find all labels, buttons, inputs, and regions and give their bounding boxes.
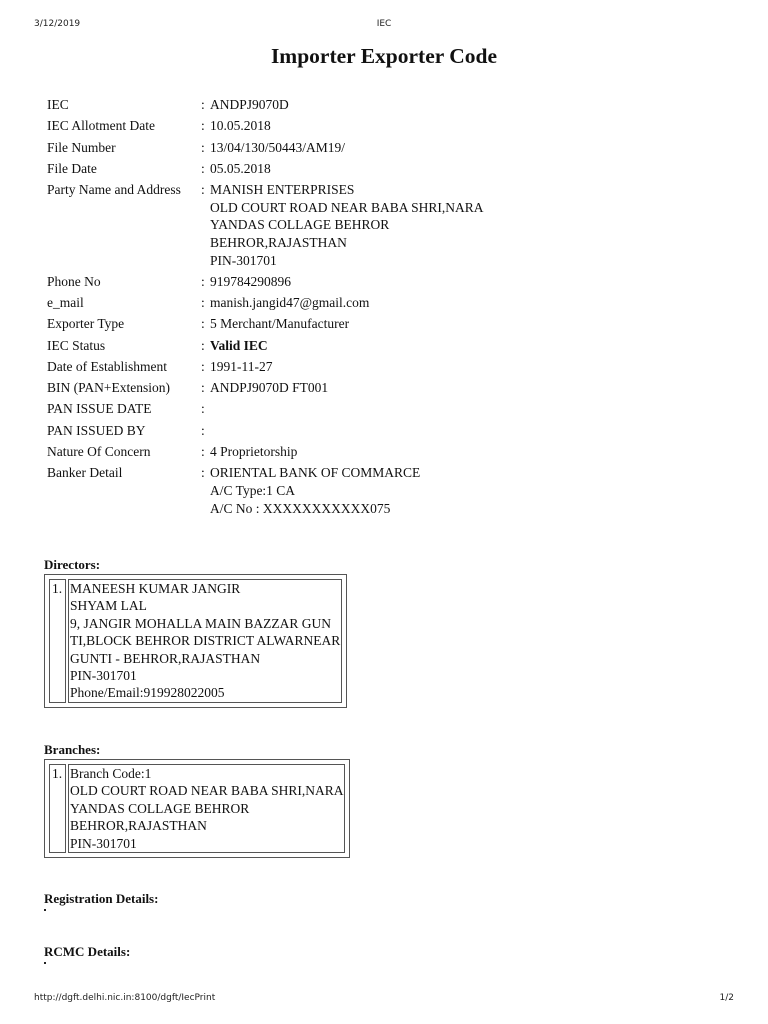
detail-value-line: A/C Type:1 CA bbox=[210, 482, 296, 498]
detail-colon: : bbox=[201, 444, 205, 460]
detail-label: Date of Establishment bbox=[47, 358, 167, 374]
detail-value-line: ANDPJ9070D FT001 bbox=[210, 380, 329, 396]
detail-row bbox=[47, 422, 483, 440]
detail-value bbox=[201, 294, 369, 312]
item-line: BEHROR,RAJASTHAN bbox=[70, 818, 207, 834]
detail-value bbox=[201, 117, 271, 135]
detail-value-line: 5 Merchant/Manufacturer bbox=[210, 316, 350, 332]
directors-heading: Directors: bbox=[44, 557, 101, 572]
detail-value-line: YANDAS COLLAGE BEHROR bbox=[210, 217, 390, 233]
detail-value-line: OLD COURT ROAD NEAR BABA SHRI,NARA bbox=[210, 199, 484, 215]
item-text bbox=[68, 764, 345, 853]
detail-value-line: PIN-301701 bbox=[210, 252, 277, 268]
iec-details-list bbox=[47, 96, 483, 517]
rcmc-heading: RCMC Details: bbox=[44, 944, 131, 959]
detail-colon: : bbox=[201, 182, 205, 198]
print-page-title: IEC bbox=[376, 19, 392, 29]
detail-label: IEC Allotment Date bbox=[47, 118, 155, 134]
detail-value-line: 4 Proprietorship bbox=[210, 444, 298, 460]
detail-value bbox=[201, 96, 289, 114]
detail-value-line: BEHROR,RAJASTHAN bbox=[210, 234, 347, 250]
item-text bbox=[68, 579, 342, 703]
detail-row bbox=[47, 337, 483, 355]
detail-label: PAN ISSUED BY bbox=[47, 422, 146, 438]
detail-row bbox=[47, 443, 483, 461]
detail-colon: : bbox=[201, 401, 205, 417]
item-line: SHYAM LAL bbox=[70, 598, 147, 614]
detail-value-line: Valid IEC bbox=[210, 337, 268, 353]
detail-label: Exporter Type bbox=[47, 316, 125, 332]
detail-value bbox=[201, 315, 349, 333]
detail-colon: : bbox=[201, 118, 205, 134]
detail-label: Banker Detail bbox=[47, 465, 123, 481]
detail-value-line: 05.05.2018 bbox=[210, 160, 271, 176]
detail-value bbox=[201, 358, 273, 376]
detail-value-line: 13/04/130/50443/AM19/ bbox=[210, 139, 346, 155]
print-url: http://dgft.delhi.nic.in:8100/dgft/IecPrint bbox=[34, 993, 216, 1003]
detail-value-line: manish.jangid47@gmail.com bbox=[210, 295, 370, 311]
detail-colon: : bbox=[201, 97, 205, 112]
branches-table bbox=[44, 759, 350, 858]
detail-colon: : bbox=[201, 422, 205, 438]
detail-value bbox=[201, 379, 328, 397]
detail-value-line: 919784290896 bbox=[210, 273, 291, 289]
detail-colon: : bbox=[201, 358, 205, 374]
detail-value-line: 10.05.2018 bbox=[210, 118, 271, 134]
detail-colon: : bbox=[201, 160, 205, 176]
detail-value bbox=[201, 422, 210, 440]
detail-row bbox=[47, 96, 483, 114]
detail-row bbox=[47, 464, 483, 517]
detail-value-line: ORIENTAL BANK OF COMMARCE bbox=[210, 465, 421, 481]
detail-row bbox=[47, 117, 483, 135]
detail-label: File Number bbox=[47, 139, 116, 155]
item-line: Branch Code:1 bbox=[70, 766, 152, 781]
detail-colon: : bbox=[201, 273, 205, 289]
detail-colon: : bbox=[201, 465, 205, 481]
item-line: PIN-301701 bbox=[70, 835, 137, 851]
item-line: 9, JANGIR MOHALLA MAIN BAZZAR GUN bbox=[70, 615, 331, 631]
detail-label: Nature Of Concern bbox=[47, 444, 151, 460]
detail-row bbox=[47, 181, 483, 269]
detail-row bbox=[47, 273, 483, 291]
item-line: OLD COURT ROAD NEAR BABA SHRI,NARA bbox=[70, 783, 344, 799]
director-row bbox=[49, 579, 342, 703]
detail-label: PAN ISSUE DATE bbox=[47, 401, 152, 417]
detail-row bbox=[47, 139, 483, 157]
detail-value-line: 1991-11-27 bbox=[210, 358, 273, 374]
detail-row bbox=[47, 379, 483, 397]
detail-value bbox=[201, 181, 483, 269]
detail-value bbox=[201, 443, 297, 461]
item-line: TI,BLOCK BEHROR DISTRICT ALWARNEAR bbox=[70, 633, 341, 649]
item-number: 1. bbox=[49, 764, 66, 853]
detail-label: BIN (PAN+Extension) bbox=[47, 380, 170, 396]
detail-colon: : bbox=[201, 316, 205, 332]
item-line: PIN-301701 bbox=[70, 668, 137, 684]
registration-empty-marker bbox=[44, 909, 46, 911]
detail-value bbox=[201, 273, 291, 291]
detail-colon: : bbox=[201, 337, 205, 353]
directors-table bbox=[44, 574, 347, 708]
detail-value-line: MANISH ENTERPRISES bbox=[210, 182, 355, 198]
detail-label: Phone No bbox=[47, 273, 101, 289]
item-line: YANDAS COLLAGE BEHROR bbox=[70, 800, 250, 816]
branches-heading: Branches: bbox=[44, 742, 101, 757]
print-date: 3/12/2019 bbox=[34, 19, 81, 29]
detail-colon: : bbox=[201, 295, 205, 311]
item-number: 1. bbox=[49, 579, 66, 703]
registration-heading: Registration Details: bbox=[44, 891, 159, 906]
detail-value-line: ANDPJ9070D bbox=[210, 97, 289, 112]
detail-label: File Date bbox=[47, 160, 97, 176]
detail-colon: : bbox=[201, 139, 205, 155]
item-line: MANEESH KUMAR JANGIR bbox=[70, 581, 241, 596]
detail-value bbox=[201, 400, 210, 418]
document-title: Importer Exporter Code bbox=[270, 44, 498, 68]
detail-row bbox=[47, 358, 483, 376]
detail-label: IEC bbox=[47, 97, 69, 112]
item-line: Phone/Email:919928022005 bbox=[70, 685, 225, 701]
detail-value bbox=[201, 337, 268, 355]
page-number: 1/2 bbox=[719, 993, 734, 1003]
detail-label: Party Name and Address bbox=[47, 182, 181, 198]
rcmc-empty-marker bbox=[44, 962, 46, 964]
detail-value-line: A/C No : XXXXXXXXXXX075 bbox=[210, 500, 391, 516]
detail-value bbox=[201, 160, 271, 178]
detail-label: IEC Status bbox=[47, 337, 106, 353]
detail-colon: : bbox=[201, 380, 205, 396]
detail-row bbox=[47, 315, 483, 333]
branch-row bbox=[49, 764, 345, 853]
detail-value bbox=[201, 139, 345, 157]
detail-row bbox=[47, 160, 483, 178]
item-line: GUNTI - BEHROR,RAJASTHAN bbox=[70, 650, 261, 666]
detail-label: e_mail bbox=[47, 295, 84, 311]
detail-value bbox=[201, 464, 420, 517]
detail-row bbox=[47, 400, 483, 418]
detail-row bbox=[47, 294, 483, 312]
